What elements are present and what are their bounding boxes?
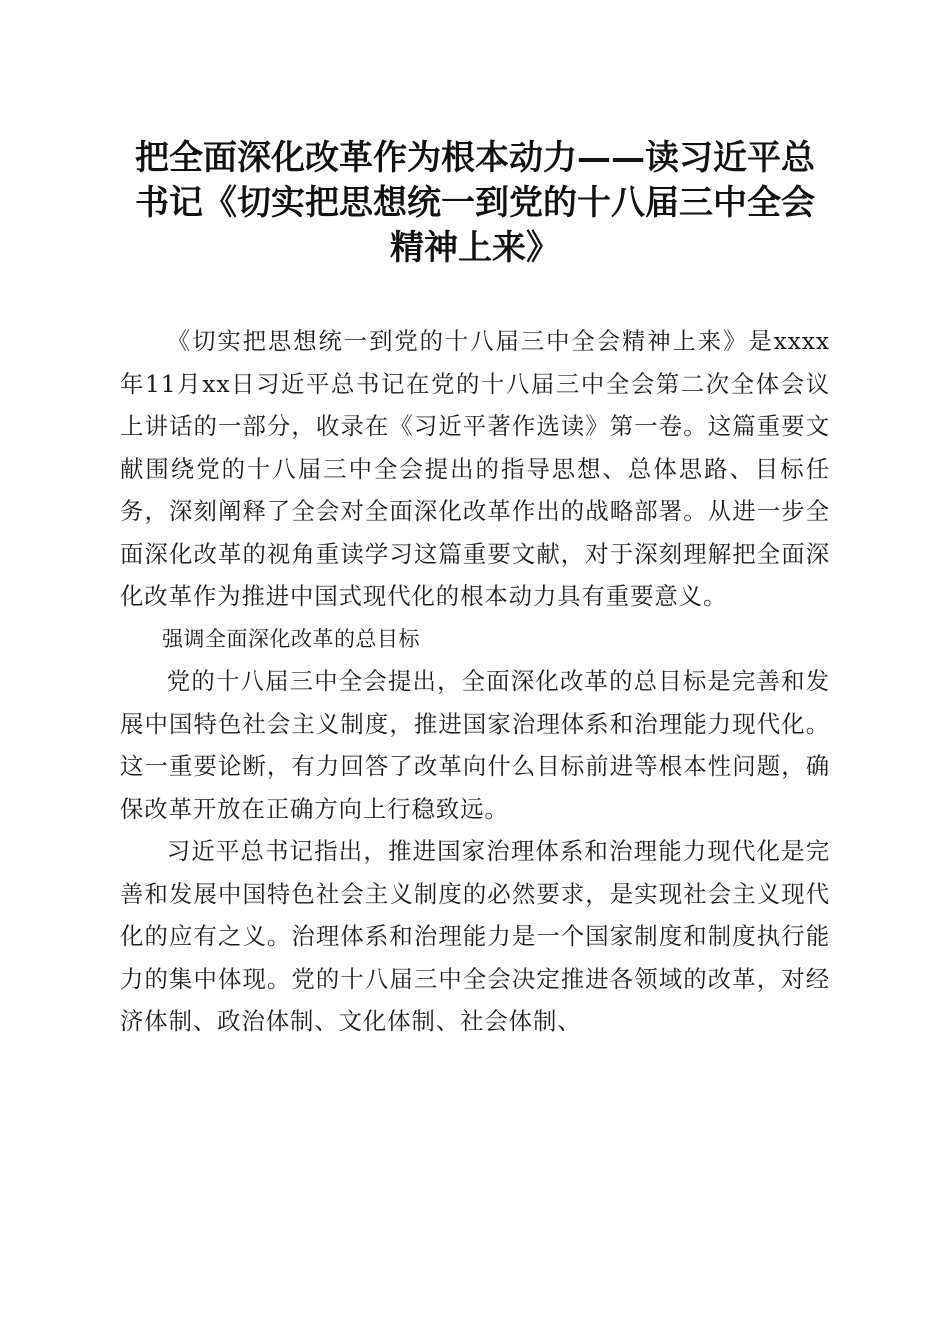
paragraph-intro: 《切实把思想统一到党的十八届三中全会精神上来》是xxxx年11月xx日习近平总书记在党的十八届三中全会第二次全体会议上讲话的一部分，收录在《习近平著作选读》第一卷。这篇重要文献围绕党的十八届三中全会提出的指导思想、总体思路、目标任务，深刻阐释了全会对全面深化改革作出的战略部署。从进一步全面深化改革的视角重读学习这篇重要文献，对于深刻理解把全面深化改革作为推进中国式现代化的根本动力具有重要意义。 (120, 327, 830, 610)
title-line-3: 精神上来》 (390, 228, 560, 268)
section-heading: 强调全面深化改革的总目标 (162, 626, 420, 651)
document-title (110, 136, 840, 271)
paragraph-goal: 党的十八届三中全会提出，全面深化改革的总目标是完善和发展中国特色社会主义制度，推进国家治理体系和治理能力现代化。这一重要论断，有力回答了改革向什么目标前进等根本性问题，确保改革开放在正确方向上行稳致远。 (120, 667, 830, 823)
document-body (120, 320, 830, 1043)
title-line-2: 书记《切实把思想统一到党的十八届三中全会 (135, 183, 815, 223)
paragraph-governance: 习近平总书记指出，推进国家治理体系和治理能力现代化是完善和发展中国特色社会主义制度的必然要求，是实现社会主义现代化的应有之义。治理体系和治理能力是一个国家制度和制度执行能力的集中体现。党的十八届三中全会决定推进各领域的改革，对经济体制、政治体制、文化体制、社会体制、 (120, 837, 830, 1035)
title-line-1: 把全面深化改革作为根本动力——读习近平总 (135, 138, 815, 178)
